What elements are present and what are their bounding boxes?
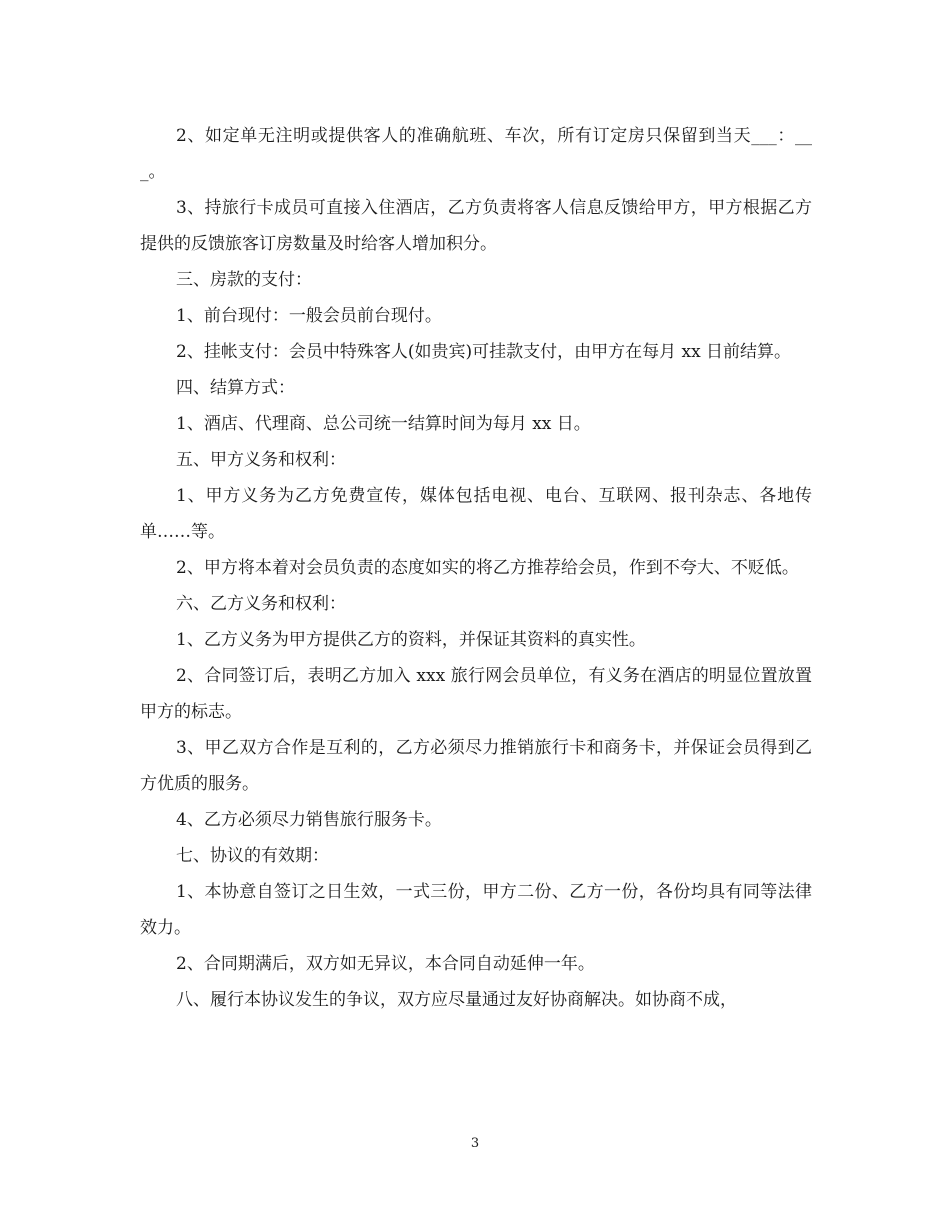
- page-number: 3: [470, 1136, 480, 1151]
- section-heading: 三、房款的支付：: [176, 270, 312, 290]
- paragraph: 2、挂帐支付：会员中特殊客人(如贵宾)可挂款支付，由甲方在每月 xx 日前结算。: [176, 342, 792, 362]
- paragraph: 2、如定单无注明或提供客人的准确航班、车次，所有订定房只保留到当天___：___。: [140, 126, 812, 182]
- section-heading: 四、结算方式：: [176, 378, 295, 398]
- section-heading: 六、乙方义务和权利：: [176, 594, 346, 614]
- section-heading: 五、甲方义务和权利：: [176, 450, 346, 470]
- paragraph: 1、本协意自签订之日生效，一式三份，甲方二份、乙方一份，各份均具有同等法律效力。: [140, 882, 812, 938]
- paragraph: 1、前台现付：一般会员前台现付。: [176, 306, 442, 326]
- paragraph: 1、酒店、代理商、总公司统一结算时间为每月 xx 日。: [176, 414, 591, 434]
- paragraph: 2、甲方将本着对会员负责的态度如实的将乙方推荐给会员，作到不夸大、不贬低。: [176, 558, 799, 578]
- paragraph: 1、乙方义务为甲方提供乙方的资料，并保证其资料的真实性。: [176, 630, 646, 650]
- paragraph: 3、持旅行卡成员可直接入住酒店，乙方负责将客人信息反馈给甲方，甲方根据乙方提供的反馈旅客订房数量及时给客人增加积分。: [140, 198, 812, 254]
- document-body: [140, 118, 812, 1018]
- paragraph: 2、合同签订后，表明乙方加入 xxx 旅行网会员单位，有义务在酒店的明显位置放置甲方的标志。: [140, 666, 812, 722]
- paragraph: 4、乙方必须尽力销售旅行服务卡。: [176, 810, 442, 830]
- section-heading: 七、协议的有效期：: [176, 846, 329, 866]
- paragraph: 1、甲方义务为乙方免费宣传，媒体包括电视、电台、互联网、报刊杂志、各地传单……等。: [140, 486, 812, 542]
- paragraph: 3、甲乙双方合作是互利的，乙方必须尽力推销旅行卡和商务卡，并保证会员得到乙方优质的服务。: [140, 738, 812, 794]
- section-heading: 八、履行本协议发生的争议，双方应尽量通过友好协商解决。如协商不成，: [176, 990, 737, 1010]
- paragraph: 2、合同期满后，双方如无异议，本合同自动延伸一年。: [176, 954, 595, 974]
